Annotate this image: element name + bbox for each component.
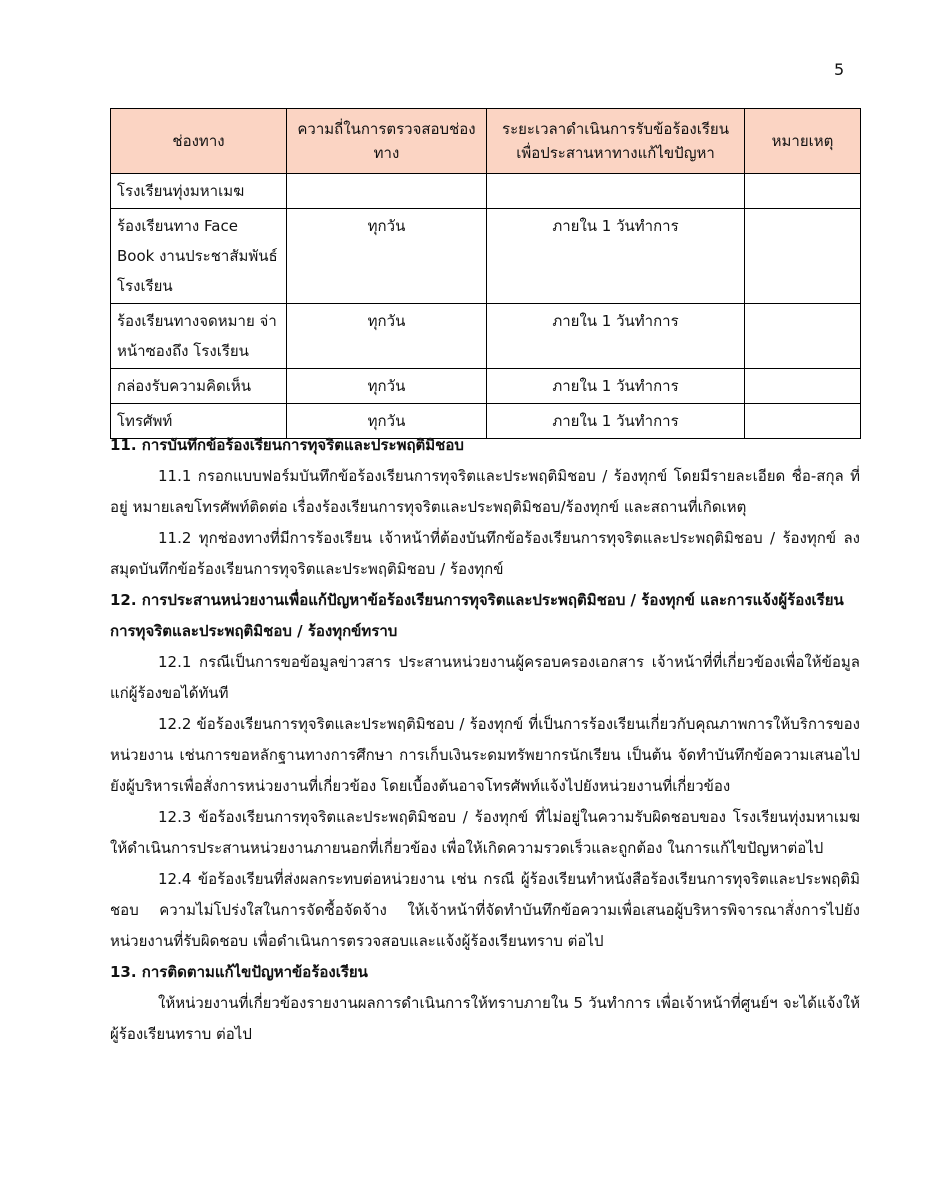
table-row	[111, 304, 861, 369]
table-row	[111, 174, 861, 209]
cell-note	[745, 174, 861, 209]
section-12-heading: 12. การประสานหน่วยงานเพื่อแก้ปัญหาข้อร้องเรียนการทุจริตและประพฤติมิชอบ / ร้องทุกข์ และการแจ้งผู้ร้องเรียนการทุจริตและประพฤติมิชอบ / ร้องทุกข์ทราบ	[110, 591, 844, 640]
cell-frequency: ทุกวัน	[287, 209, 487, 304]
complaint-channels-table	[110, 108, 861, 439]
cell-duration: ภายใน 1 วันทำการ	[487, 404, 745, 439]
section-12-1-paragraph: 12.1 กรณีเป็นการขอข้อมูลข่าวสาร ประสานหน่วยงานผู้ครอบครองเอกสาร เจ้าหน้าที่ที่เกี่ยวข้องเพื่อให้ข้อมูลแก่ผู้ร้องขอได้ทันที	[110, 653, 860, 702]
section-12-4-paragraph: 12.4 ข้อร้องเรียนที่ส่งผลกระทบต่อหน่วยงาน เช่น กรณี ผู้ร้องเรียนทำหนังสือร้องเรียนการทุจริตและประพฤติมิชอบ ความไม่โปร่งใสในการจัดซื้อจัดจ้าง ให้เจ้าหน้าที่จัดทำบันทึกข้อความเพื่อเสนอผู้บริหารพิจารณาสั่งการไปยังหน่วยงานที่รับผิดชอบ เพื่อดำเนินการตรวจสอบและแจ้งผู้ร้องเรียนทราบ ต่อไป	[110, 870, 860, 950]
section-11-heading: 11. การบันทึกข้อร้องเรียนการทุจริตและประพฤติมิชอบ	[110, 436, 464, 454]
cell-duration: ภายใน 1 วันทำการ	[487, 369, 745, 404]
cell-frequency	[287, 174, 487, 209]
cell-note	[745, 304, 861, 369]
section-12-2-paragraph: 12.2 ข้อร้องเรียนการทุจริตและประพฤติมิชอบ / ร้องทุกข์ ที่เป็นการร้องเรียนเกี่ยวกับคุณภาพการให้บริการของหน่วยงาน เช่นการขอหลักฐานทางการศึกษา การเก็บเงินระดมทรัพยากรนักเรียน เป็นต้น จัดทำบันทึกข้อความเสนอไปยังผู้บริหารเพื่อสั่งการหน่วยงานที่เกี่ยวข้อง โดยเบื้องต้นอาจโทรศัพท์แจ้งไปยังหน่วยงานที่เกี่ยวข้อง	[110, 715, 860, 795]
table-header-row	[111, 109, 861, 174]
header-note: หมายเหตุ	[745, 109, 861, 174]
header-frequency: ความถี่ในการตรวจสอบช่องทาง	[287, 109, 487, 174]
cell-frequency: ทุกวัน	[287, 404, 487, 439]
cell-duration: ภายใน 1 วันทำการ	[487, 209, 745, 304]
section-11-2-paragraph: 11.2 ทุกช่องทางที่มีการร้องเรียน เจ้าหน้าที่ต้องบันทึกข้อร้องเรียนการทุจริตและประพฤติมิชอบ / ร้องทุกข์ ลงสมุดบันทึกข้อร้องเรียนการทุจริตและประพฤติมิชอบ / ร้องทุกข์	[110, 529, 860, 578]
table-row	[111, 209, 861, 304]
cell-channel: ร้องเรียนทาง Face Book งานประชาสัมพันธ์โรงเรียน	[111, 209, 287, 304]
header-duration: ระยะเวลาดำเนินการรับข้อร้องเรียน เพื่อประสานหาทางแก้ไขปัญหา	[487, 109, 745, 174]
cell-frequency: ทุกวัน	[287, 369, 487, 404]
page-number: 5	[834, 60, 845, 79]
cell-channel: โทรศัพท์	[111, 404, 287, 439]
section-13-heading: 13. การติดตามแก้ไขปัญหาข้อร้องเรียน	[110, 963, 368, 981]
section-11-1-paragraph: 11.1 กรอกแบบฟอร์มบันทึกข้อร้องเรียนการทุจริตและประพฤติมิชอบ / ร้องทุกข์ โดยมีรายละเอียด ชื่อ-สกุล ที่อยู่ หมายเลขโทรศัพท์ติดต่อ เรื่องร้องเรียนการทุจริตและประพฤติมิชอบ/ร้องทุกข์ และสถานที่เกิดเหตุ	[110, 467, 860, 516]
section-12-3-paragraph: 12.3 ข้อร้องเรียนการทุจริตและประพฤติมิชอบ / ร้องทุกข์ ที่ไม่อยู่ในความรับผิดชอบของ โรงเรียนทุ่งมหาเมฆให้ดำเนินการประสานหน่วยงานภายนอกที่เกี่ยวข้อง เพื่อให้เกิดความรวดเร็วและถูกต้อง ในการแก้ไขปัญหาต่อไป	[110, 808, 860, 857]
table-row	[111, 369, 861, 404]
cell-duration: ภายใน 1 วันทำการ	[487, 304, 745, 369]
document-body	[110, 430, 860, 1050]
cell-channel: โรงเรียนทุ่งมหาเมฆ	[111, 174, 287, 209]
cell-frequency: ทุกวัน	[287, 304, 487, 369]
cell-duration	[487, 174, 745, 209]
cell-channel: กล่องรับความคิดเห็น	[111, 369, 287, 404]
cell-channel: ร้องเรียนทางจดหมาย จ่าหน้าซองถึง โรงเรียน	[111, 304, 287, 369]
section-13-paragraph: ให้หน่วยงานที่เกี่ยวข้องรายงานผลการดำเนินการให้ทราบภายใน 5 วันทำการ เพื่อเจ้าหน้าที่ศูนย์ฯ จะได้แจ้งให้ผู้ร้องเรียนทราบ ต่อไป	[110, 994, 860, 1043]
cell-note	[745, 209, 861, 304]
header-channel: ช่องทาง	[111, 109, 287, 174]
cell-note	[745, 369, 861, 404]
